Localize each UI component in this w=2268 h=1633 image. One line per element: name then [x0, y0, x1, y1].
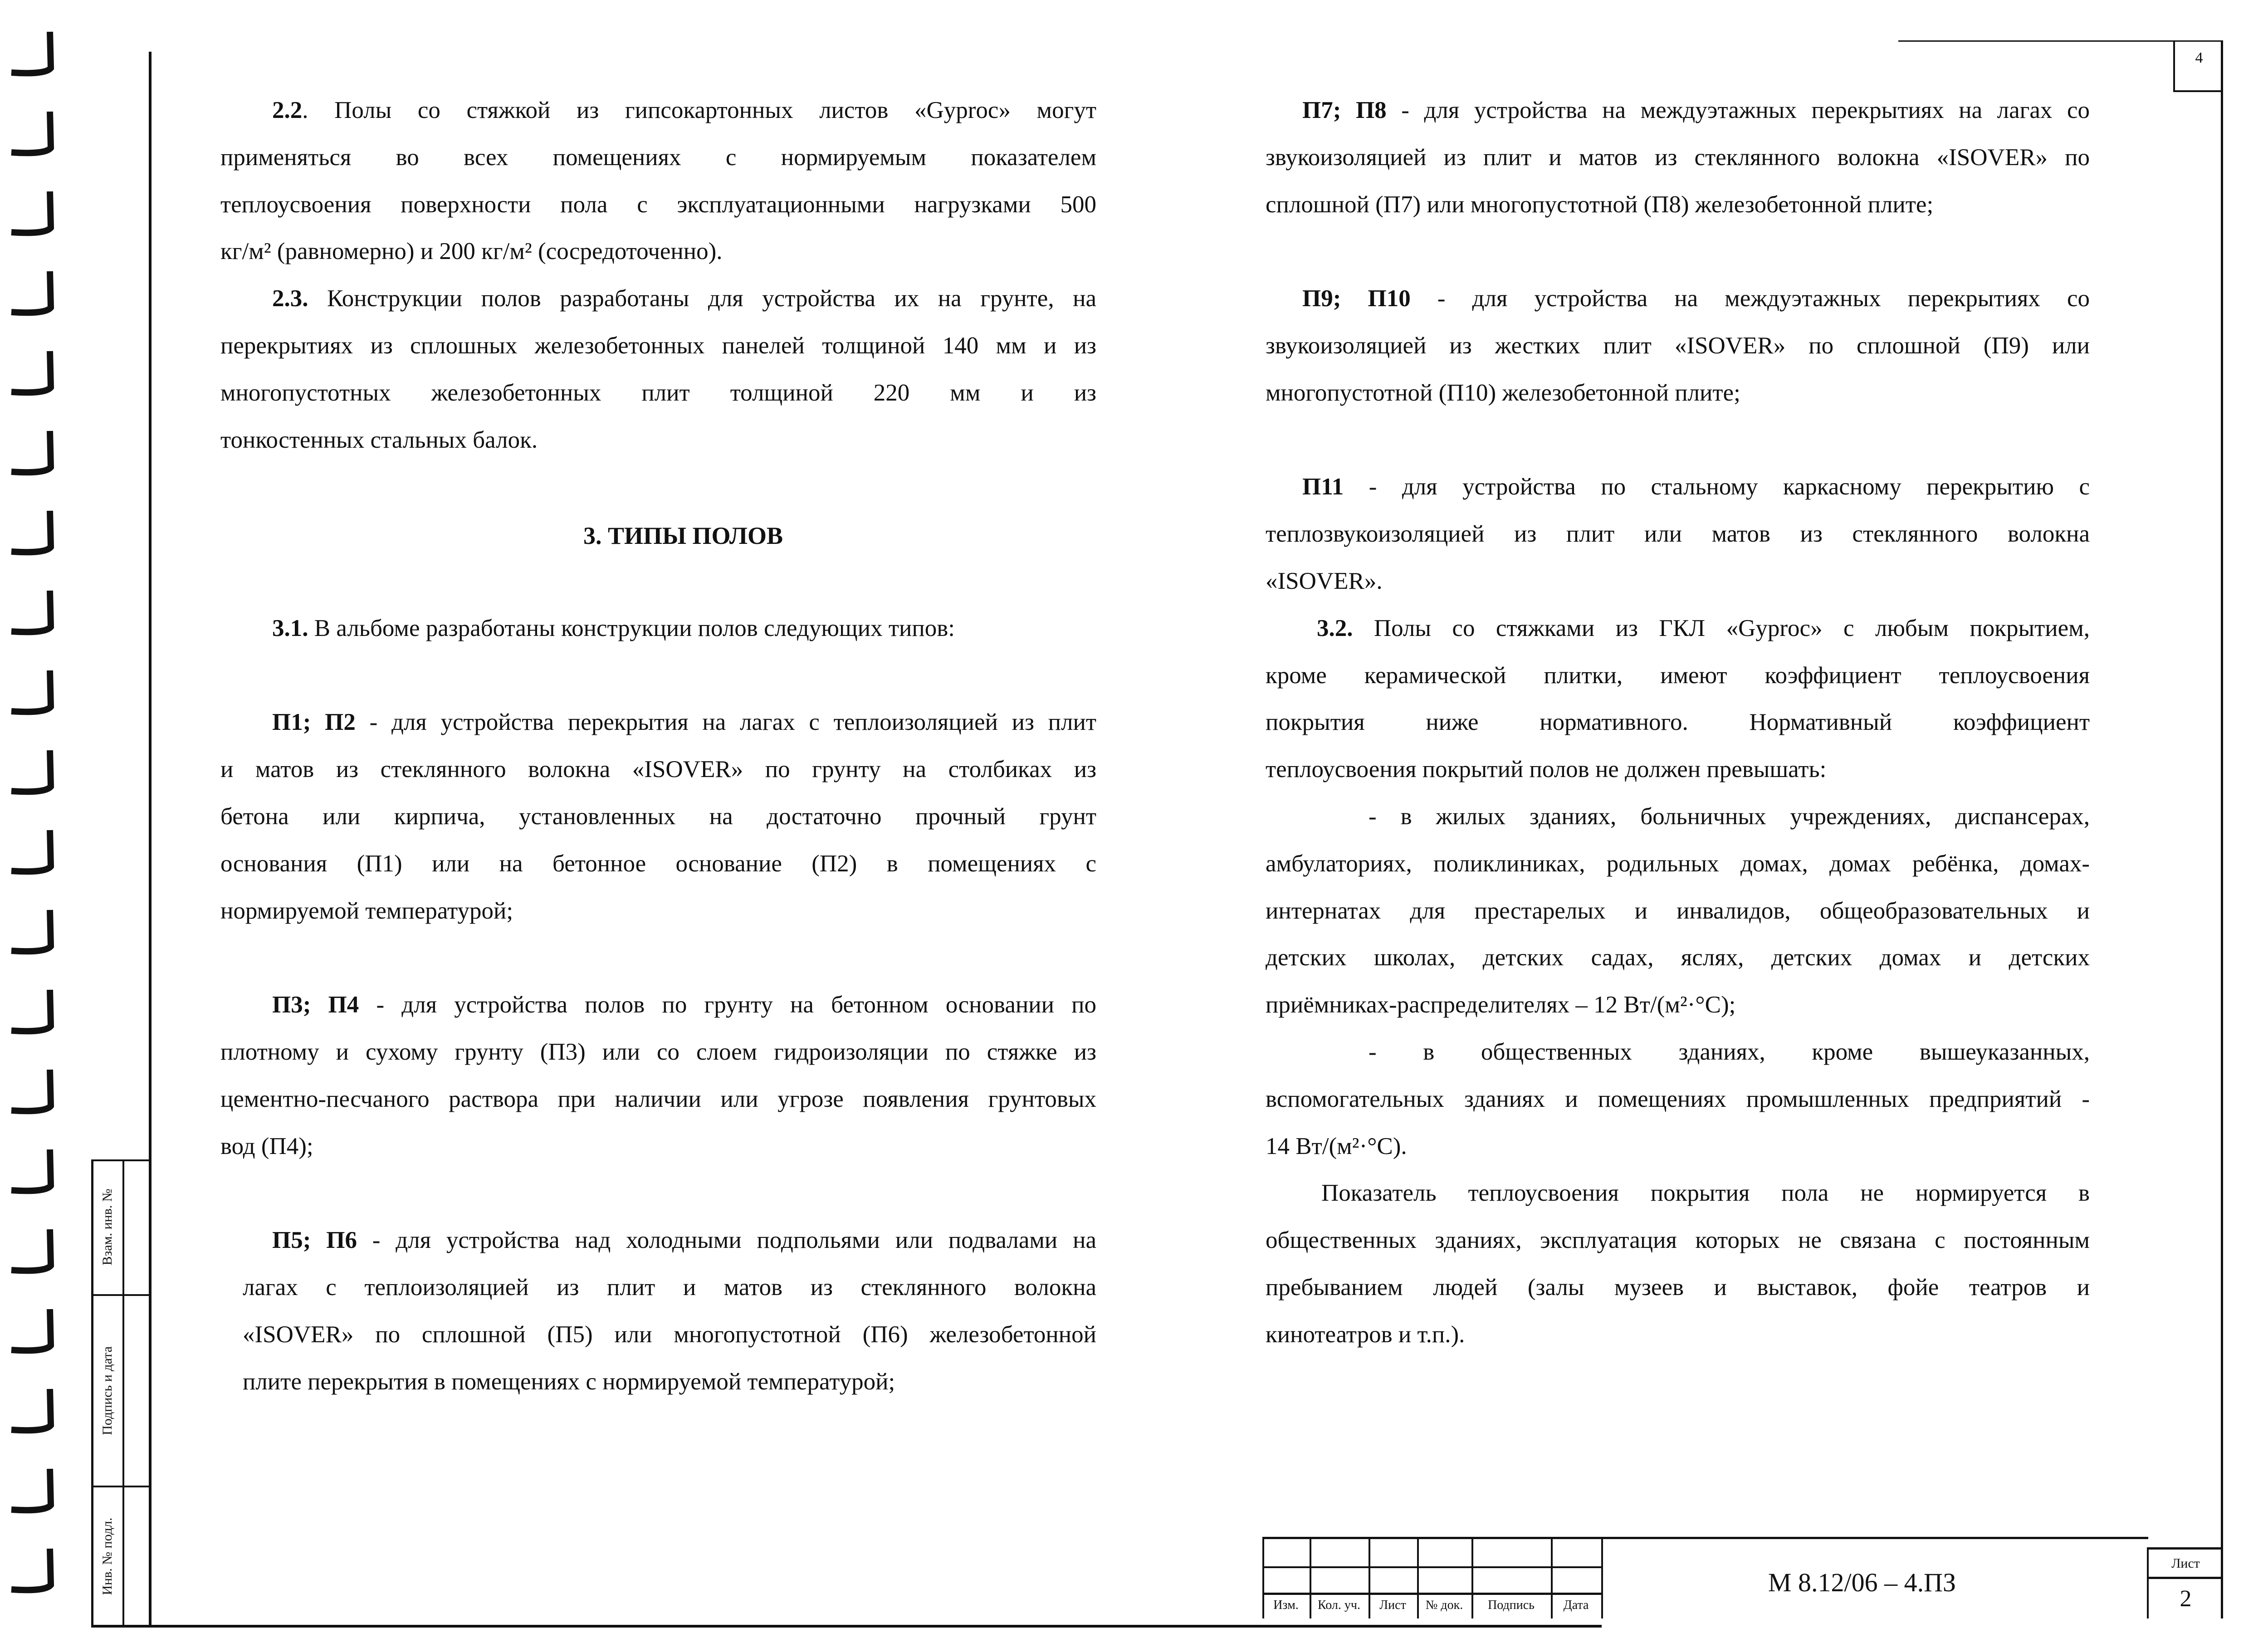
binder-mark [11, 1309, 51, 1350]
binder-mark [11, 591, 51, 632]
left-paragraph-line: и матов из стеклянного волокна «ISOVER» по грунту на столбиках из [220, 756, 1096, 783]
stamp-label-signature-date: Подпись и дата [100, 1346, 115, 1435]
right-paragraph-line: пребыванием людей (залы музеев и выставок, фойе театров и [1266, 1274, 2090, 1301]
title-block-column-label: Дата [1563, 1598, 1589, 1612]
binder-mark [11, 910, 51, 951]
title-block-divider [1601, 1538, 1603, 1618]
left-paragraph-line: применяться во всех помещениях с нормируемым показателем [220, 144, 1096, 171]
bold-prefix: П3; П4 [272, 992, 359, 1018]
right-paragraph-line: теплоусвоения покрытий полов не должен превышать: [1266, 756, 1827, 783]
left-paragraph-line: цементно-песчаного раствора при наличии или угрозе появления грунтовых [220, 1085, 1096, 1112]
document-code: М 8.12/06 – 4.ПЗ [1768, 1568, 1956, 1597]
binder-mark [11, 1469, 51, 1510]
title-block-column-label: Изм. [1273, 1598, 1299, 1612]
right-paragraph-line: сплошной (П7) или многопустотной (П8) железобетонной плите; [1266, 191, 1934, 218]
left-paragraph-line: П1; П2 - для устройства перекрытия на лагах с теплоизоляцией из плит [272, 709, 1096, 736]
binder-mark [11, 431, 51, 472]
binder-mark [11, 32, 51, 73]
binder-mark [11, 1389, 51, 1430]
bold-prefix: П5; П6 [272, 1227, 357, 1254]
binder-mark [11, 990, 51, 1031]
binder-marks [0, 0, 59, 1633]
left-paragraph-line: вод (П4); [220, 1133, 313, 1159]
right-paragraph-line: звукоизоляцией из плит и матов из стеклянного волокна «ISOVER» по [1266, 144, 2090, 171]
right-paragraph-line: 14 Вт/(м²·°С). [1266, 1133, 1407, 1159]
bold-prefix: П7; П8 [1302, 97, 1387, 123]
right-paragraph-line: многопустотной (П10) железобетонной плите; [1266, 379, 1740, 406]
right-paragraph-line: детских школах, детских садах, яслях, детских домах и детских [1266, 944, 2090, 971]
right-paragraph-line: теплозвукоизоляцией из плит или матов из стеклянного волокна [1266, 521, 2090, 548]
frame-right-border [2221, 40, 2223, 1618]
stamp-label-original-inv: Инв. № подл. [100, 1517, 115, 1595]
binder-mark [11, 511, 51, 552]
title-block-column-label: Подпись [1488, 1598, 1535, 1612]
left-paragraph-line: основания (П1) или на бетонное основание (П2) в помещениях с [220, 850, 1096, 877]
binder-mark [11, 271, 51, 313]
binder-mark [11, 351, 51, 392]
left-paragraph-line: 2.2. Полы со стяжкой из гипсокартонных листов «Gyproc» могут [272, 97, 1096, 123]
right-paragraph-line: вспомогательных зданиях и помещениях промышленных предприятий - [1266, 1085, 2090, 1112]
binder-mark [11, 670, 51, 712]
right-paragraph-line: - в жилых зданиях, больничных учреждениях, диспансерах, [1369, 803, 2090, 830]
binder-mark [11, 191, 51, 233]
frame-left-border [149, 52, 152, 1628]
left-paragraph-line: многопустотных железобетонных плит толщиной 220 мм и из [220, 379, 1096, 406]
bold-prefix: 3.1. [272, 615, 308, 641]
bold-prefix: П9; П10 [1302, 285, 1411, 312]
binder-mark [11, 1149, 51, 1191]
right-paragraph-line: интернатах для престарелых и инвалидов, общеобразовательных и [1266, 897, 2090, 924]
right-paragraph-line: амбулаториях, поликлиниках, родильных домах, домах ребёнка, домах- [1266, 850, 2090, 877]
left-paragraph-line: 2.3. Конструкции полов разработаны для устройства их на грунте, на [272, 285, 1096, 312]
title-block-column-label: Лист [1379, 1598, 1406, 1612]
bold-prefix: 2.3. [272, 285, 308, 312]
right-paragraph-line: П9; П10 - для устройства на междуэтажных перекрытиях со [1302, 285, 2090, 312]
right-paragraph-line: звукоизоляцией из жестких плит «ISOVER» по сплошной (П9) или [1266, 332, 2090, 359]
left-paragraph-line: кг/м² (равномерно) и 200 кг/м² (сосредоточенно). [220, 238, 723, 265]
left-paragraph-line: 3.1. В альбоме разработаны конструкции полов следующих типов: [272, 615, 955, 641]
right-paragraph-line: П11 - для устройства по стальному каркасному перекрытию с [1302, 474, 2090, 500]
bold-prefix: П11 [1302, 474, 1344, 500]
bold-prefix: П1; П2 [272, 709, 356, 736]
left-paragraph-line: П3; П4 - для устройства полов по грунту на бетонном основании по [272, 992, 1096, 1018]
sheet-label: Лист [2171, 1556, 2200, 1571]
right-paragraph-line: - в общественных зданиях, кроме вышеуказанных, [1369, 1039, 2090, 1065]
right-paragraph-line: покрытия ниже нормативного. Нормативный коэффициент [1266, 709, 2090, 736]
left-paragraph-line: нормируемой температурой; [220, 897, 513, 924]
section-heading: 3. ТИПЫ ПОЛОВ [583, 522, 783, 549]
binder-mark [11, 112, 51, 153]
stamp-label-replacement-inv: Взам. инв. № [100, 1188, 115, 1266]
top-page-number: 4 [2195, 49, 2203, 66]
left-paragraph-line: П5; П6 - для устройства над холодными подпольями или подвалами на [272, 1227, 1096, 1254]
right-paragraph-line: Показатель теплоусвоения покрытия пола не нормируется в [1321, 1180, 2090, 1207]
bold-prefix: 3.2. [1317, 615, 1353, 641]
right-paragraph-line: общественных зданиях, эксплуатация которых не связана с постоянным [1266, 1227, 2090, 1254]
binder-mark [11, 1229, 51, 1271]
frame-bottom-border [91, 1625, 1602, 1628]
right-paragraph-line: П7; П8 - для устройства на междуэтажных перекрытиях на лагах со [1302, 97, 2090, 123]
title-block-column-label: Кол. уч. [1318, 1598, 1360, 1612]
right-paragraph-line: «ISOVER». [1266, 568, 1383, 594]
left-paragraph-line: плите перекрытия в помещениях с нормируемой температурой; [243, 1368, 895, 1395]
left-paragraph-line: тонкостенных стальных балок. [220, 426, 538, 453]
bold-prefix: 2.2 [272, 97, 303, 123]
right-paragraph-line: приёмниках-распределителях – 12 Вт/(м²·°С); [1266, 992, 1736, 1018]
top-page-number-box [2173, 40, 2223, 92]
right-paragraph-line: кроме керамической плитки, имеют коэффициент теплоусвоения [1266, 662, 2090, 689]
right-paragraph-line: кинотеатров и т.п.). [1266, 1321, 1465, 1348]
left-paragraph-line: перекрытиях из сплошных железобетонных панелей толщиной 140 мм и из [220, 332, 1096, 359]
binder-mark [11, 830, 51, 871]
left-paragraph-line: бетона или кирпича, установленных на достаточно прочный грунт [220, 803, 1096, 830]
binder-mark [11, 1549, 51, 1590]
right-paragraph-line: 3.2. Полы со стяжками из ГКЛ «Gyproc» с любым покрытием, [1317, 615, 2090, 641]
binder-mark [11, 750, 51, 792]
left-paragraph-line: теплоусвоения поверхности пола с эксплуатационными нагрузками 500 [220, 191, 1096, 218]
sheet-number: 2 [2180, 1586, 2192, 1612]
left-paragraph-line: плотному и сухому грунту (П3) или со слоем гидроизоляции по стяжке из [220, 1039, 1096, 1065]
left-paragraph-line: лагах с теплоизоляцией из плит и матов из стеклянного волокна [243, 1274, 1096, 1301]
binder-mark [11, 1070, 51, 1111]
title-block-column-label: № док. [1425, 1598, 1463, 1612]
left-paragraph-line: «ISOVER» по сплошной (П5) или многопустотной (П6) железобетонной [243, 1321, 1096, 1348]
